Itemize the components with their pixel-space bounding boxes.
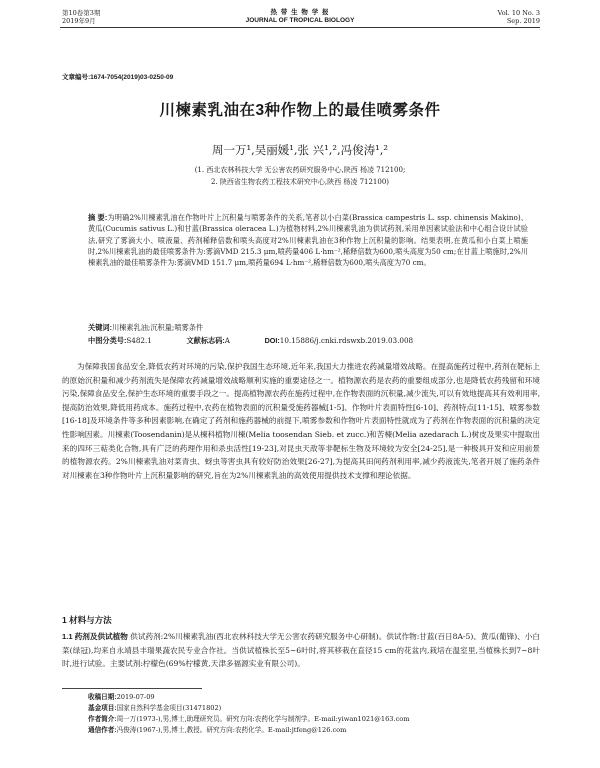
clc-label: 中图分类号: bbox=[88, 336, 127, 345]
doc-code-label: 文献标志码: bbox=[186, 336, 225, 345]
doi-label: DOI: bbox=[264, 336, 280, 345]
subsection-1-1-text: 供试药剂:2%川楝素乳油(西北农林科技大学无公害农药研究服务中心研制)。供试作物:甘蓝(百日8A-5)、黄瓜(葡锋)、小白菜(绿冠),均来自永靖县丰瑞果蔬农民专业合作社。当供试植株长至5~6叶时,将其移栽在直径15 cm的花盆内,栽培在温室里,当植株长到7~8叶时,进行试验。主要试剂:柠檬色(69%柠檬黄,天津多福源实业有限公司)。 bbox=[62, 632, 540, 669]
intro-paragraph: 为保障我国食品安全,降低农药对环境的污染,保护我国生态环境,近年来,我国大力推进农药减量增效战略。在提高施药过程中,药剂在靶标上的原始沉积量和减少药剂流失是保障农药减量增效战略顺利实施的重要途径之一。植物源农药是农药的重要组成部分,也是降低农药残留和环境污染,保障食品安全,保护生态环境的重要手段之一。提高植物源农药在施药过程中,在作物表面的沉积量,减少流失,可以有效地提高其有效利用率,提高防治效果,降低用药成本。施药过程中,农药在植物表面的沉积量受施药器械[1-5]、作物叶片表面特性[6-10]、药剂特点[11-15]、喷雾参数[16-18]及环境条件等多种因素影响,在确定了药剂和施药器械的前提下,喷雾参数和作物叶片表面特性就成为了药剂在作物表面的沉积量的决定性影响因素。川楝素(Toosendanin)是从楝科植物川楝(Melia toosendan Sieb. et zucc.)和苦楝(Melia azedarach L.)树皮及果实中提取出来的四环三萜类化合物,具有广泛的药理作用和杀虫活性[19-23],对昆虫天敌等非靶标生物及环境较为安全[24-25],是一种极具开发和应用前景的植物源农药。2%川楝素乳油对菜青虫、蚜虫等害虫具有较好防治效果[26-27],为提高其田间药剂利用率,减少药液流失,笔者开展了施药条件对川楝素在3种作物叶片上沉积量影响的研究,旨在为2%川楝素乳油的高效使用提供技术支撑和理论依据。 bbox=[62, 362, 540, 480]
header-right bbox=[498, 9, 540, 25]
header-volume: 第10卷第3期 bbox=[62, 9, 101, 17]
abstract-label: 摘 要: bbox=[88, 213, 108, 222]
keywords bbox=[88, 322, 528, 333]
journal-name-en: JOURNAL OF TROPICAL BIOLOGY bbox=[245, 17, 355, 24]
keywords-text: 川楝素乳油;沉积量;喷雾条件 bbox=[111, 323, 204, 332]
abstract bbox=[88, 212, 528, 268]
header-rule bbox=[60, 27, 540, 28]
abstract-text: 为明确2%川楝素乳油在作物叶片上沉积量与喷雾条件的关系,笔者以小白菜(Brassica campestris L. ssp. chinensis Makino)、黄瓜(Cucumis sativus L.)和甘蓝(Brassica oleracea L.)为植物材料,2%川楝素乳油为供试药剂,采用单因素试验法和中心组合设计试验法,研究了雾滴大小、喷液量、药剂稀释倍数和喷头高度对2%川楝素乳油在3种作物上沉积量的影响。结果表明,在黄瓜和小白菜上喷施时,2%川楝素乳油的最佳喷雾条件为:雾滴VMD 215.3 μm,喷药量406 L·hm⁻²,稀释倍数为600,喷头高度为50 cm;在甘蓝上喷施时,2%川楝素乳油的最佳喷雾条件为:雾滴VMD 151.7 μm,喷药量694 L·hm⁻²,稀释倍数为600,喷头高度为70 cm。 bbox=[88, 213, 528, 268]
footnote-corresponding: 通信作者:冯俊涛(1967-),男,博士,教授。研究方向:农药化学。E-mail:jtfeng@126.com bbox=[88, 726, 347, 734]
classification-line bbox=[88, 335, 528, 346]
affiliation-1: (1. 西北农林科技大学 无公害农药研究服务中心,陕西 杨凌 712100; bbox=[194, 166, 406, 174]
keywords-label: 关键词: bbox=[88, 323, 112, 332]
section-heading-materials-methods: 1 材料与方法 bbox=[62, 615, 112, 625]
subsection-1-1 bbox=[62, 630, 540, 671]
clc-value: S482.1 bbox=[126, 336, 152, 345]
header-date-en: Sep. 2019 bbox=[506, 17, 540, 25]
footnote-received: 收稿日期:2019-07-09 bbox=[88, 693, 155, 701]
doi-value: 10.15886/j.cnki.rdswxb.2019.03.008 bbox=[279, 336, 414, 345]
header-center bbox=[200, 9, 400, 25]
subsection-1-1-heading: 1.1 药剂及供试植物 bbox=[62, 632, 128, 641]
header-left bbox=[62, 9, 100, 25]
footnote-author-bio: 作者简介:周一万(1973-),男,博士,助理研究员。研究方向:农药化学与制剂学。E-mail:yiwan1021@163.com bbox=[88, 715, 410, 723]
affiliation-2: 2. 陕西省生物农药工程技术研究中心,陕西 杨凌 712100) bbox=[210, 178, 390, 186]
footnote-rule bbox=[62, 688, 202, 689]
header-date: 2019年9月 bbox=[62, 17, 96, 25]
article-number: 文章编号:1674-7054(2019)03-0250-09 bbox=[62, 74, 174, 81]
paper-title: 川楝素乳油在3种作物上的最佳喷雾条件 bbox=[159, 102, 441, 119]
author-list: 周一万¹,吴丽媛¹,张 兴¹,²,冯俊涛¹,² bbox=[211, 143, 389, 157]
footnote-funding: 基金项目:国家自然科学基金项目(31471802) bbox=[88, 704, 222, 712]
header-volume-en: Vol. 10 No. 3 bbox=[497, 9, 540, 17]
doc-code-value: A bbox=[224, 336, 230, 345]
journal-name-cn: 热 带 生 物 学 报 bbox=[270, 9, 330, 16]
